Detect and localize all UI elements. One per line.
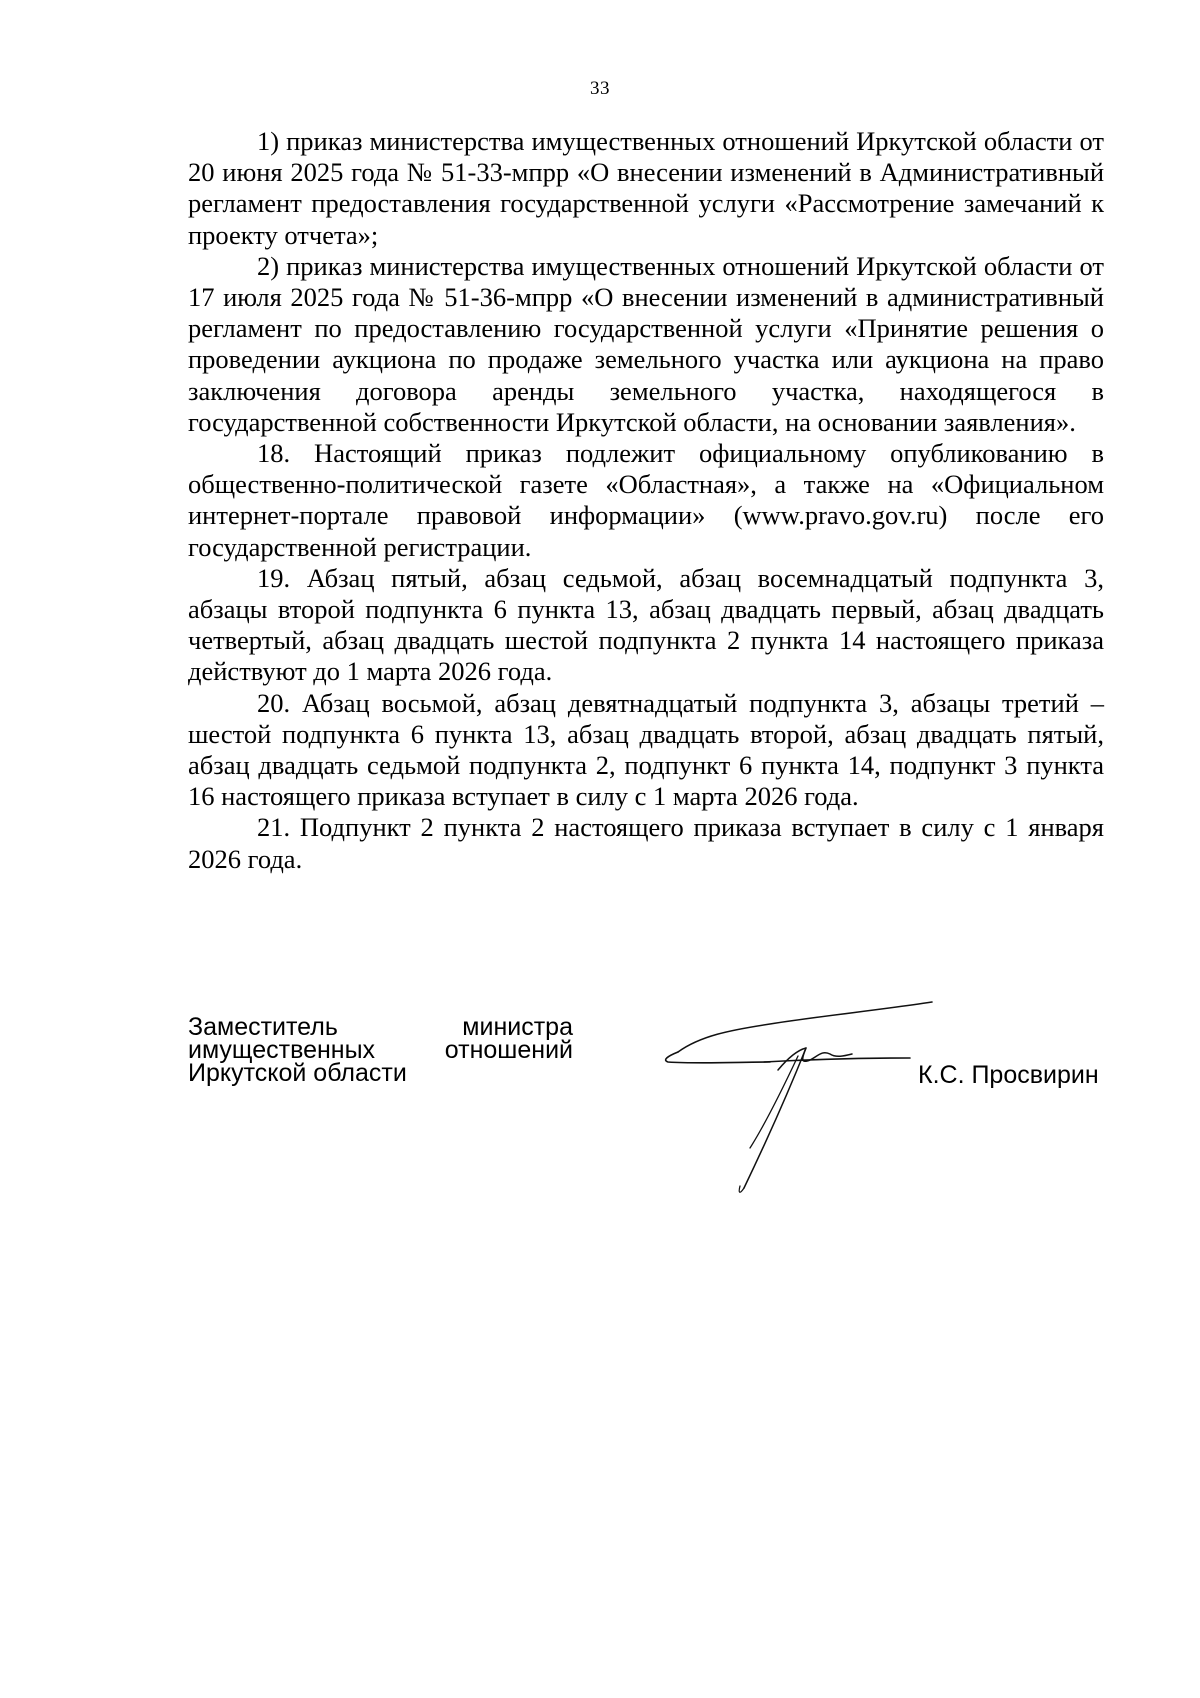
paragraph-20: 20. Абзац восьмой, абзац девятнадцатый подпункта 3, абзацы третий – шестой подпункта 6 пункта 13, абзац двадцать второй, абзац двадцать пятый, абзац двадцать седьмой подпункта 2, подпункт 6 пункта 14, подпункт 3 пункта 16 настоящего приказа вступает в силу с 1 марта 2026 года. — [188, 687, 1104, 812]
paragraph-item-1: 1) приказ министерства имущественных отношений Иркутской области от 20 июня 2025 года № 51-33-мпрр «О внесении изменений в Административный регламент предоставления государственной услуги «Рассмотрение замечаний к проекту отчета»; — [188, 126, 1104, 250]
signature-stroke — [666, 1052, 770, 1063]
paragraph-item-2: 2) приказ министерства имущественных отношений Иркутской области от 17 июля 2025 года № 51-36-мпрр «О внесении изменений в административный регламент по предоставлению государственной услуги «Принятие решения о проведении аукциона по продаже земельного участка или аукциона на право заключения договора аренды земельного участка, находящегося в государственной собственности Иркутской области, на основании заявления». — [188, 250, 1104, 437]
signature-stroke — [744, 1048, 806, 1188]
position-line: Заместитель министра — [188, 1013, 573, 1041]
paragraph-18: 18. Настоящий приказ подлежит официальному опубликованию в общественно-политической газете «Областная», а также на «Официальном интернет-портале правовой информации» (www.pravo.gov.ru) после его государственной регистрации. — [188, 438, 1104, 562]
signatory-name: К.С. Просвирин — [918, 1061, 1099, 1089]
signature-stroke — [739, 1186, 744, 1192]
document-body — [188, 126, 1104, 875]
position-line: имущественных отношений — [188, 1036, 573, 1064]
signatory-position — [188, 1013, 573, 1087]
paragraph-19: 19. Абзац пятый, абзац седьмой, абзац восемнадцатый подпункта 3, абзацы второй подпункта 6 пункта 13, абзац двадцать первый, абзац двадцать четвертый, абзац двадцать шестой подпункта 2 пункта 14 настоящего приказа действуют до 1 марта 2026 года. — [188, 562, 1104, 687]
paragraph-21: 21. Подпункт 2 пункта 2 настоящего приказа вступает в силу с 1 января 2026 года. — [188, 812, 1104, 874]
handwritten-signature — [660, 998, 940, 1198]
signature-stroke — [678, 1002, 932, 1052]
signature-stroke — [750, 1056, 798, 1148]
position-line: Иркутской области — [188, 1059, 407, 1087]
page-number: 33 — [590, 78, 610, 99]
